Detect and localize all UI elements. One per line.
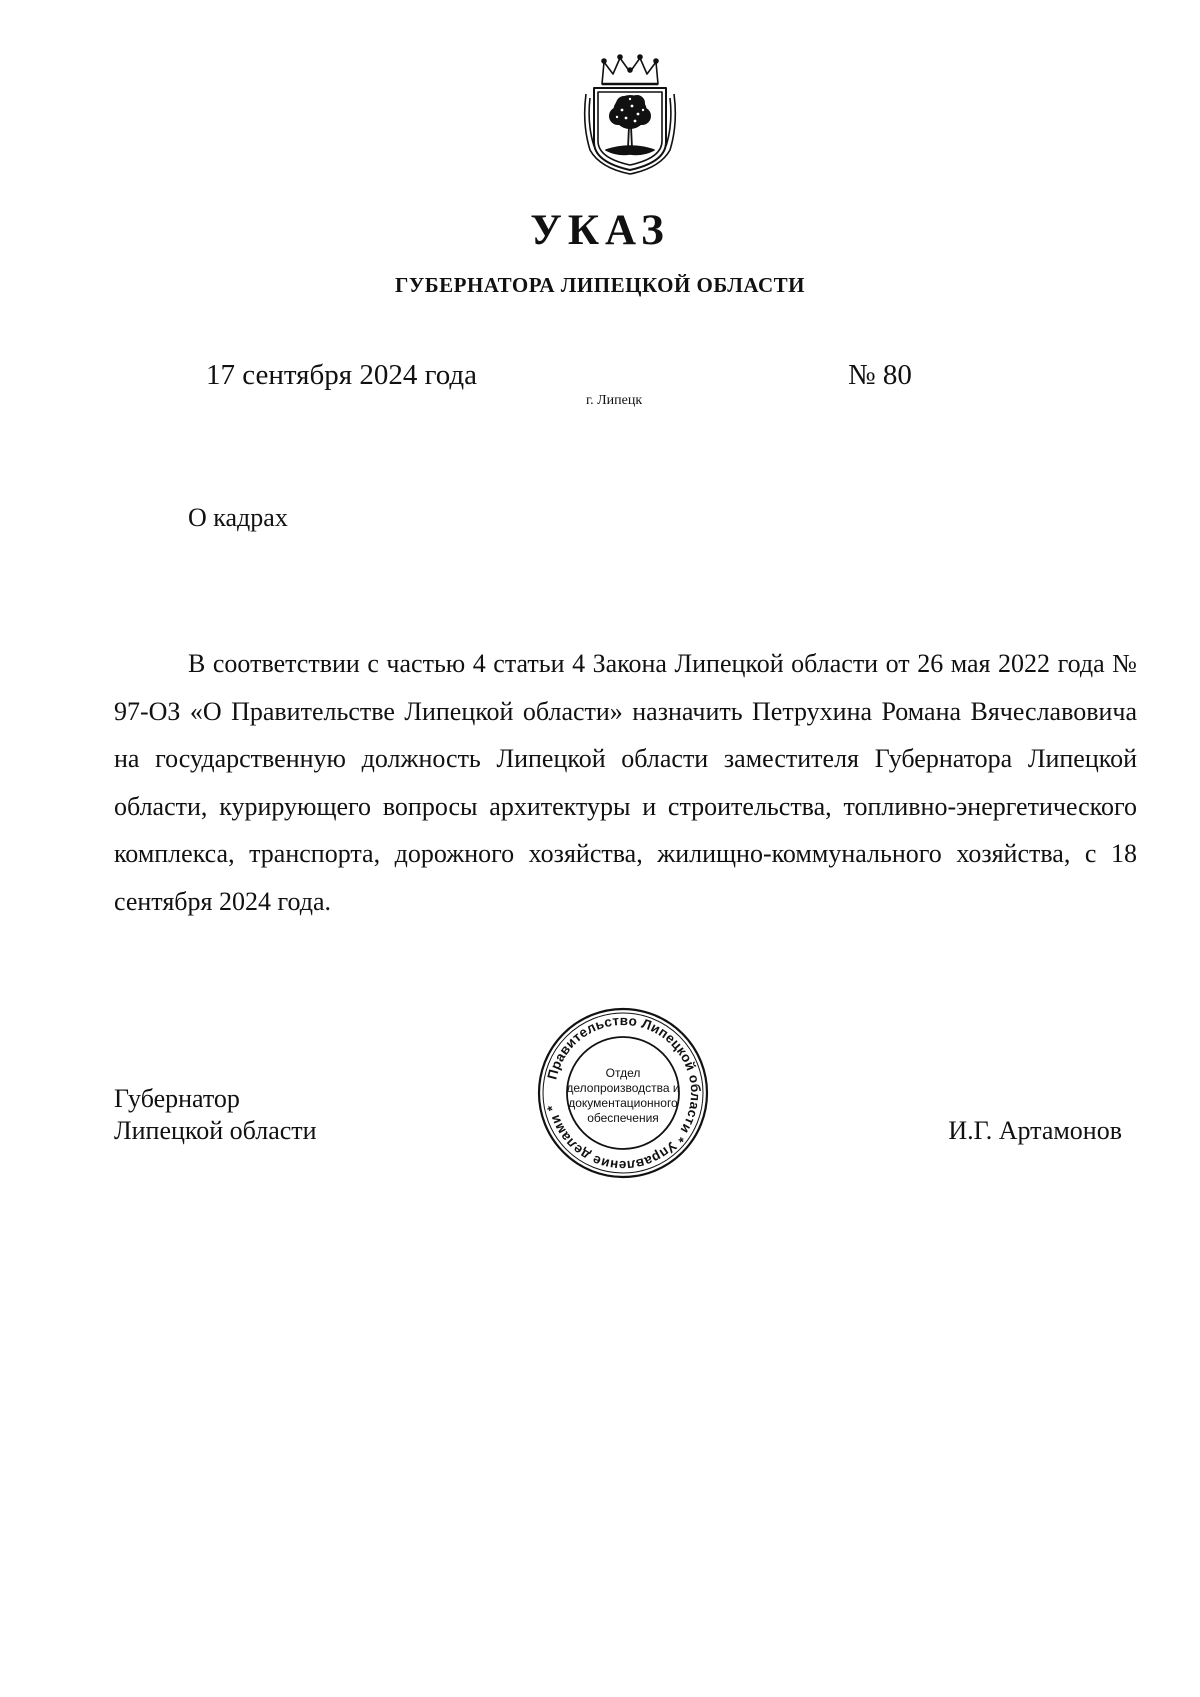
document-title: УКАЗ [530, 207, 670, 254]
document-number: № 80 [848, 359, 912, 391]
signer-name: И.Г. Артамонов [948, 1116, 1122, 1145]
stamp-ring-text: Правительство Липецкой области * Управление делами * [544, 1012, 704, 1174]
signer-position [114, 1083, 317, 1147]
stamp-center-line2: делопроизводства и [566, 1081, 680, 1095]
document-date: 17 сентября 2024 года [206, 359, 478, 391]
stamp-center-line4: обеспечения [587, 1111, 659, 1125]
official-stamp [535, 1005, 711, 1181]
document-subject: О кадрах [188, 503, 288, 532]
stamp-center-line3: документационного [568, 1096, 678, 1110]
stamp-center-line1: Отдел [605, 1066, 641, 1080]
document-city: г. Липецк [586, 393, 643, 408]
document-subtitle: ГУБЕРНАТОРА ЛИПЕЦКОЙ ОБЛАСТИ [394, 273, 806, 297]
document-body: В соответствии с частью 4 статьи 4 Закона Липецкой области от 26 мая 2022 года № 97-ОЗ «О Правительстве Липецкой области» назначить Петрухина Романа Вячеславовича на государственную должность Липецкой области заместителя Губернатора Липецкой области, курирующего вопросы архитектуры и строительства, топливно-энергетического комплекса, транспорта, дорожного хозяйства, жилищно-коммунального хозяйства, с 18 сентября 2024 года. [114, 649, 1137, 916]
signer-position-line2: Липецкой области [114, 1116, 317, 1145]
signer-position-line1: Губернатор [114, 1084, 240, 1113]
coat-of-arms-icon [580, 54, 680, 176]
